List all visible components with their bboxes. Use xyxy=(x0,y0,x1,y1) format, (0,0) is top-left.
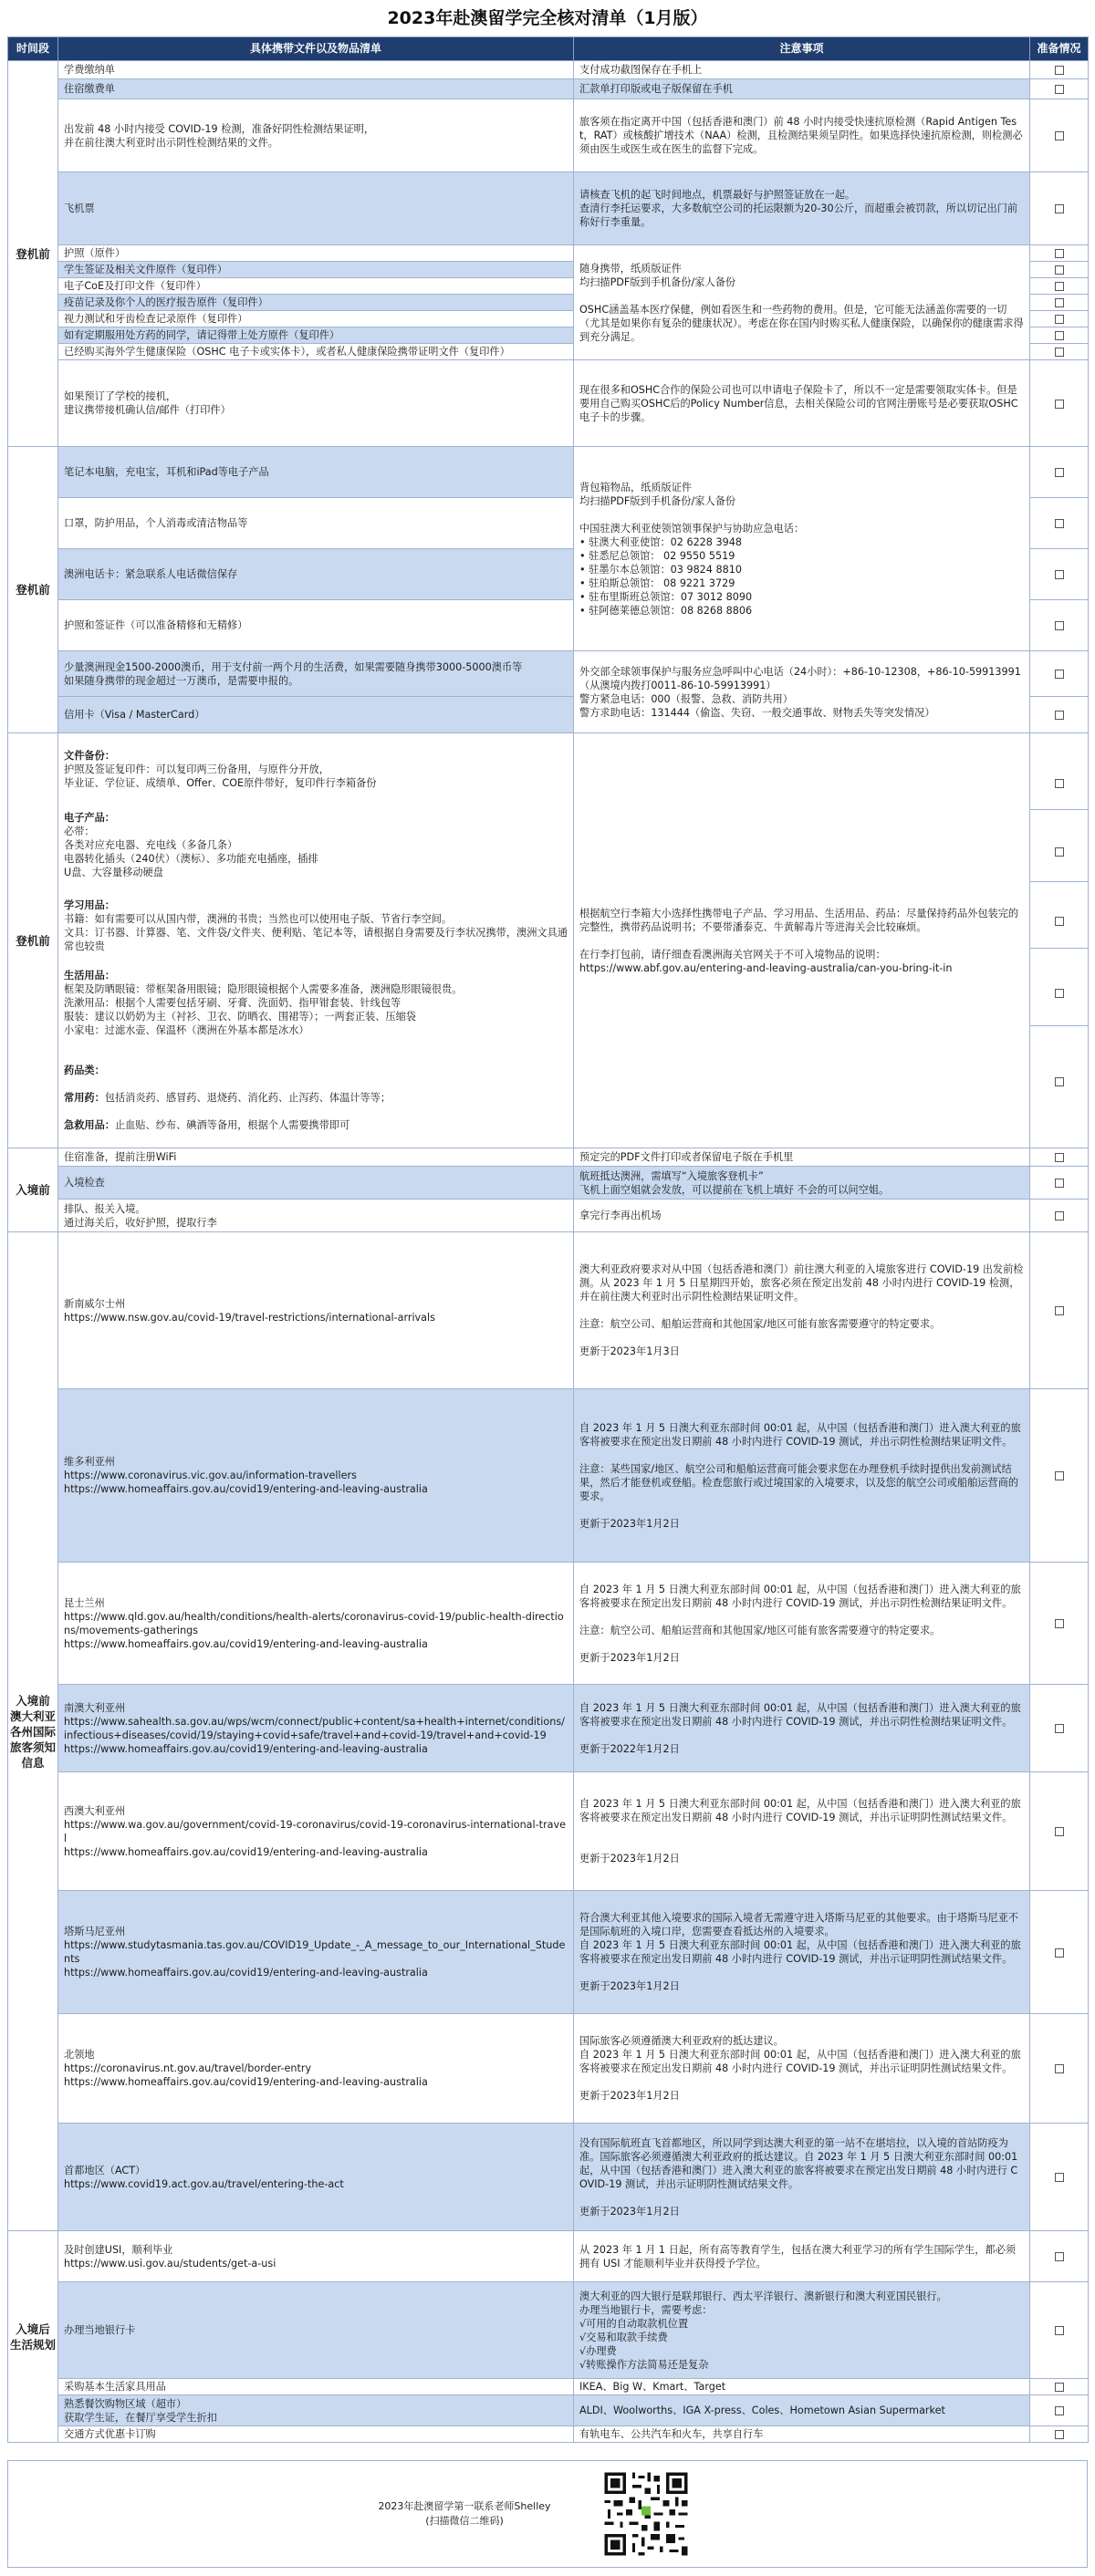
header-notes: 注意事项 xyxy=(574,37,1030,61)
checkbox-box[interactable] xyxy=(1055,847,1064,857)
checkbox-box[interactable] xyxy=(1055,1948,1064,1958)
item-cell: 入境检查 xyxy=(58,1167,574,1200)
status-checkbox[interactable] xyxy=(1030,311,1089,327)
status-checkbox[interactable] xyxy=(1030,1772,1089,1891)
note-cell: 自 2023 年 1 月 5 日澳大利亚东部时间 00:01 起，从中国（包括香港和澳门）进入澳大利亚的旅客将被要求在预定出发日期前 48 小时内进行 COVID-19 测试，并出示阴性检测结果证明文件。 注意：航空公司、船舶运营商和其他国家/地区可能有旅客需要遵守的特定要求。 更新于2023年1月2日 xyxy=(574,1563,1030,1685)
status-checkbox[interactable] xyxy=(1030,447,1089,498)
table-row xyxy=(8,245,1089,262)
table-row xyxy=(8,2282,1089,2379)
table-row xyxy=(8,1563,1089,1685)
status-checkbox[interactable] xyxy=(1030,2379,1089,2395)
table-row xyxy=(8,2426,1089,2443)
item-cell: 视力测试和牙齿检查记录原件（复印件） xyxy=(58,311,574,327)
table-row xyxy=(8,733,1089,1148)
status-checkbox[interactable] xyxy=(1030,498,1089,549)
status-checkbox[interactable] xyxy=(1030,1891,1089,2014)
packing-head: 文件备份： xyxy=(64,750,115,762)
note-cell: 从 2023 年 1 月 1 日起，所有高等教育学生，包括在澳大利亚学习的所有学生国际学生，都必须拥有 USI 才能顺利毕业并获得授予学位。 xyxy=(574,2231,1030,2282)
status-checkbox[interactable] xyxy=(1030,2426,1089,2443)
item-cell: 塔斯马尼亚州 https://www.studytasmania.tas.gov.au/COVID19_Update_-_A_message_to_our_International_Students https://www.homeaffairs.gov.au/covid19/entering-and-leaving-australia xyxy=(58,1891,574,2014)
checkbox-box[interactable] xyxy=(1055,331,1064,340)
checkbox-box[interactable] xyxy=(1055,2326,1064,2335)
table-row xyxy=(8,1148,1089,1167)
status-checkbox[interactable] xyxy=(1030,758,1088,810)
item-cell: 西澳大利亚州 https://www.wa.gov.au/government/covid-19-coronavirus/covid-19-coronavirus-international-travel https://www.homeaffairs.gov.au/covid19/entering-and-leaving-australia xyxy=(58,1772,574,1891)
checkbox-box[interactable] xyxy=(1055,989,1064,998)
item-cell: 笔记本电脑，充电宝，耳机和iPad等电子产品 xyxy=(58,447,574,498)
packing-group xyxy=(64,1091,568,1105)
item-cell: 南澳大利亚州 https://www.sahealth.sa.gov.au/wps/wcm/connect/public+content/sa+health+internet/conditions/infectious+diseases/covid/19/staying+covid+safe/travel+and+covid-19/travel+and+covid-19 https://www.homeaffairs.gov.au/covid19/entering-and-leaving-australia xyxy=(58,1685,574,1772)
table-row xyxy=(8,2379,1089,2395)
table-row xyxy=(8,1232,1089,1389)
item-cell: 交通方式优惠卡订购 xyxy=(58,2426,574,2443)
status-checkbox[interactable] xyxy=(1030,61,1089,79)
packing-head: 学习用品： xyxy=(64,899,115,911)
status-checkbox[interactable] xyxy=(1030,2231,1089,2282)
packing-body: 书籍：如有需要可以从国内带，澳洲的书贵；当然也可以使用电子版、节省行李空间。 文具：订书器、计算器、笔、文件袋/文件夹、便利贴、笔记本等，请根据自身需要及行李状况携带，澳洲文具通常也较贵 xyxy=(64,913,568,952)
packing-body: 护照及签证复印件：可以复印两三份备用，与原件分开放， 毕业证、学位证、成绩单、Offer、COE原件带好，复印件行李箱备份 xyxy=(64,763,377,789)
item-cell: 北领地 https://coronavirus.nt.gov.au/travel/border-entry https://www.homeaffairs.gov.au/covid19/entering-and-leaving-australia xyxy=(58,2014,574,2124)
packing-group xyxy=(64,969,568,1037)
item-cell: 熟悉餐饮购物区域（超市） 获取学生证，在餐厅享受学生折扣 xyxy=(58,2395,574,2426)
status-checkbox[interactable] xyxy=(1030,360,1089,447)
checkbox-box[interactable] xyxy=(1055,468,1064,477)
status-checkbox[interactable] xyxy=(1030,1200,1089,1232)
note-cell: IKEA、Big W、Kmart、Target xyxy=(574,2379,1030,2395)
packing-head: 常用药： xyxy=(64,1092,105,1104)
packing-group xyxy=(64,811,568,879)
checkbox-box[interactable] xyxy=(1055,265,1064,275)
note-cell: 澳大利亚的四大银行是联邦银行、西太平洋银行、澳新银行和澳大利亚国民银行。 办理当地银行卡，需要考虑： √可用的自动取款机位置 √交易和取款手续费 √办理费 √转账操作方法简易还是复杂 xyxy=(574,2282,1030,2379)
segment-label: 登机前 xyxy=(8,61,58,447)
item-cell: 信用卡（Visa / MasterCard） xyxy=(58,697,574,733)
segment-label: 登机前 xyxy=(8,733,58,1148)
checkbox-box[interactable] xyxy=(1055,711,1064,720)
status-checkbox[interactable] xyxy=(1030,2282,1089,2379)
table-row xyxy=(8,360,1089,447)
table-row xyxy=(8,1167,1089,1200)
status-checkbox[interactable] xyxy=(1030,600,1089,651)
item-cell: 及时创建USI，顺利毕业 https://www.usi.gov.au/students/get-a-usi xyxy=(58,2231,574,2282)
status-checkbox[interactable] xyxy=(1030,262,1089,278)
item-cell: 少量澳洲现金1500-2000澳币，用于支付前一两个月的生活费，如果需要随身携带3000-5000澳币等 如果随身携带的现金超过一万澳币，是需要申报的。 xyxy=(58,651,574,697)
note-cell: ALDI、Woolworths、IGA X-press、Coles、Hometown Asian Supermarket xyxy=(574,2395,1030,2426)
item-cell: 护照（原件） xyxy=(58,245,574,262)
status-checkbox[interactable] xyxy=(1030,1685,1089,1772)
packing-head: 生活用品： xyxy=(64,970,115,982)
packing-body: 必带： 各类对应充电器、充电线（多备几条） 电器转化插头（240伏）（澳标）、多功能充电插座，插排 U盘、大容量移动硬盘 xyxy=(64,826,318,878)
checkbox-box[interactable] xyxy=(1055,1827,1064,1836)
note-cell: 自 2023 年 1 月 5 日澳大利亚东部时间 00:01 起，从中国（包括香港和澳门）进入澳大利亚的旅客将被要求在预定出发日期前 48 小时内进行 COVID-19 测试，并出示阴性检测结果证明文件。 更新于2022年1月2日 xyxy=(574,1685,1030,1772)
status-checkbox[interactable] xyxy=(1030,172,1089,245)
checkbox-box[interactable] xyxy=(1055,2064,1064,2073)
checkbox-box[interactable] xyxy=(1055,131,1064,140)
note-cell: 自 2023 年 1 月 5 日澳大利亚东部时间 00:01 起，从中国（包括香港和澳门）进入澳大利亚的旅客将被要求在预定出发日期前 48 小时内进行 COVID-19 测试，并出示证明阴性测试结果文件。 更新于2023年1月2日 xyxy=(574,1772,1030,1891)
table-row xyxy=(8,61,1089,79)
packing-group xyxy=(64,898,568,953)
item-cell: 采购基本生活家具用品 xyxy=(58,2379,574,2395)
table-header-row xyxy=(8,37,1089,61)
contact-line: 2023年赴澳留学第一联系老师Shelley xyxy=(378,2500,551,2512)
item-cell: 电子CoE及打印文件（复印件） xyxy=(58,278,574,295)
checkbox-box[interactable] xyxy=(1055,400,1064,409)
item-cell: 学生签证及相关文件原件（复印件） xyxy=(58,262,574,278)
table-row xyxy=(8,1891,1089,2014)
status-checkbox[interactable] xyxy=(1030,2395,1089,2426)
table-row xyxy=(8,1200,1089,1232)
status-checkbox[interactable] xyxy=(1030,295,1089,311)
item-cell: 昆士兰州 https://www.qld.gov.au/health/conditions/health-alerts/coronavirus-covid-19/public-health-directions/movements-gatherings https://www.homeaffairs.gov.au/covid19/entering-and-leaving-australia xyxy=(58,1563,574,1685)
status-checkbox[interactable] xyxy=(1030,1389,1089,1563)
item-cell: 护照和签证件（可以准备精修和无精修） xyxy=(58,600,574,651)
checkbox-box[interactable] xyxy=(1055,2430,1064,2439)
note-cell: 根据航空行李箱大小选择性携带电子产品、学习用品、生活用品、药品：尽量保持药品外包装完的完整性，携带药品说明书；不要带潘泰克、牛黄解毒片等进海关会比较麻烦。 在行李打包前，请仔细查看澳洲海关官网关于不可入境物品的说明： https://www.abf.gov.au/entering-and-leaving-australia/can-you-bring-it-in xyxy=(574,733,1030,1148)
packing-head: 药品类： xyxy=(64,1065,105,1076)
status-column xyxy=(1030,733,1089,1148)
checkbox-box[interactable] xyxy=(1055,917,1064,926)
status-checkbox[interactable] xyxy=(1030,1040,1088,1124)
item-cell: 已经购买海外学生健康保险（OSHC 电子卡或实体卡），或者私人健康保险携带证明文件（复印件） xyxy=(58,344,574,360)
checkbox-box[interactable] xyxy=(1055,2173,1064,2182)
note-cell: 没有国际航班直飞首都地区，所以同学到达澳大利亚的第一站不在堪培拉，以入境的首站防疫为准。国际旅客必须遵循澳大利亚政府的抵达建议。自 2023 年 1 月 5 日澳大利亚东部时间 00:01 起，从中国（包括香港和澳门）进入澳大利亚的旅客将被要求在预定出发日期前 48 小时内进行 COVID-19 测试，并出示证明阴性测试结果文件。 更新于2023年1月2日 xyxy=(574,2124,1030,2231)
note-cell: 预定完的PDF文件打印或者保留电子版在手机里 xyxy=(574,1148,1030,1167)
checkbox-box[interactable] xyxy=(1055,1306,1064,1315)
checkbox-box[interactable] xyxy=(1055,66,1064,75)
note-cell: 航班抵达澳洲，需填写“入境旅客登机卡” 飞机上面空姐就会发放，可以提前在飞机上填好 不会的可以问空姐。 xyxy=(574,1167,1030,1200)
packing-body: 框架及防晒眼镜：带框架备用眼镜；隐形眼镜根据个人需要多准备，澳洲隐形眼镜很贵。 洗漱用品：根据个人需要包括牙刷、牙膏、洗面奶、指甲钳套装、针线包等 服装：建议以奶奶为主（衬衫、卫衣、防晒衣、围裙等）；一两套正装、压缩袋 小家电：过滤水壶、保温杯（澳洲在外基本都是冰水） xyxy=(64,983,463,1036)
item-cell: 如有定期服用处方药的同学，请记得带上处方原件（复印件） xyxy=(58,327,574,344)
checkbox-box[interactable] xyxy=(1055,1211,1064,1220)
status-checkbox[interactable] xyxy=(1030,2124,1089,2231)
status-checkbox[interactable] xyxy=(1030,697,1089,733)
table-row xyxy=(8,99,1089,172)
scan-hint: (扫描微信二维码) xyxy=(425,2515,504,2527)
status-checkbox[interactable] xyxy=(1030,1563,1089,1685)
status-checkbox[interactable] xyxy=(1030,99,1089,172)
checkbox-box[interactable] xyxy=(1055,670,1064,679)
table-row xyxy=(8,2014,1089,2124)
checkbox-box[interactable] xyxy=(1055,282,1064,291)
note-cell: 汇款单打印版或电子版保留在手机 xyxy=(574,79,1030,99)
segment-label: 登机前 xyxy=(8,447,58,733)
header-items: 具体携带文件以及物品清单 xyxy=(58,37,574,61)
status-checkbox[interactable] xyxy=(1030,651,1089,697)
note-cell: 国际旅客必须遵循澳大利亚政府的抵达建议。 自 2023 年 1 月 5 日澳大利亚东部时间 00:01 起，从中国（包括香港和澳门）进入澳大利亚的旅客将被要求在预定出发日期前 48 小时内进行 COVID-19 测试，并出示证明阴性测试结果文件。 更新于2023年1月2日 xyxy=(574,2014,1030,2124)
segment-label: 入境前 澳大利亚各州国际旅客须知信息 xyxy=(8,1232,58,2231)
checkbox-box[interactable] xyxy=(1055,249,1064,258)
segment-label: 入境前 xyxy=(8,1148,58,1232)
note-cell: 有轨电车、公共汽车和火车，共享自行车 xyxy=(574,2426,1030,2443)
item-cell: 澳洲电话卡：紧急联系人电话微信保存 xyxy=(58,549,574,600)
note-cell: 自 2023 年 1 月 5 日澳大利亚东部时间 00:01 起，从中国（包括香港和澳门）进入澳大利亚的旅客将被要求在预定出发日期前 48 小时内进行 COVID-19 测试，并出示阴性检测结果证明文件。 注意：某些国家/地区、航空公司和船舶运营商可能会要求您在办理登机手续时提供出发前测试结果，然后才能登机或登船。检查您旅行或过境国家的入境要求，以及您的航空公司或船舶运营商的要求。 更新于2023年1月2日 xyxy=(574,1389,1030,1563)
checkbox-box[interactable] xyxy=(1055,315,1064,324)
packing-body: 包括消炎药、感冒药、退烧药、消化药、止泻药、体温计等等； xyxy=(104,1092,391,1104)
table-row xyxy=(8,2395,1089,2426)
status-checkbox[interactable] xyxy=(1030,2014,1089,2124)
checkbox-box[interactable] xyxy=(1055,519,1064,528)
checklist-table xyxy=(7,36,1089,2443)
item-cell: 疫苗记录及你个人的医疗报告原件（复印件） xyxy=(58,295,574,311)
header-status: 准备情况 xyxy=(1030,37,1089,61)
table-row xyxy=(8,1389,1089,1563)
item-cell: 住宿缴费单 xyxy=(58,79,574,99)
note-cell: 澳大利亚政府要求对从中国（包括香港和澳门）前往澳大利亚的入境旅客进行 COVID-19 出发前检测。从 2023 年 1 月 5 日星期四开始，旅客必须在预定出发前 48 小时内进行 COVID-19 检测，并在前往澳大利亚时出示阴性检测结果证明文件。 注意：航空公司、船舶运营商和其他国家/地区可能有旅客需要遵守的特定要求。 更新于2023年1月3日 xyxy=(574,1232,1030,1389)
status-checkbox[interactable] xyxy=(1030,245,1089,262)
item-cell: 出发前 48 小时内接受 COVID-19 检测，准备好阴性检测结果证明， 并在前往澳大利亚时出示阴性检测结果的文件。 xyxy=(58,99,574,172)
note-cell: 符合澳大利亚其他入境要求的国际入境者无需遵守进入塔斯马尼亚的其他要求。由于塔斯马尼亚不是国际航班的入境口岸，您需要查看抵达州的入境要求。 自 2023 年 1 月 5 日澳大利亚东部时间 00:01 起，从中国（包括香港和澳门）进入澳大利亚的旅客将被要求在预定出发日期前 48 小时内进行 COVID-19 测试，并出示证明阴性测试结果文件。 更新于2023年1月2日 xyxy=(574,1891,1030,2014)
status-checkbox[interactable] xyxy=(1030,278,1089,295)
checkbox-box[interactable] xyxy=(1055,1724,1064,1733)
packing-list xyxy=(58,733,574,1148)
checkbox-box[interactable] xyxy=(1055,85,1064,94)
note-cell: 外交部全球领事保护与服务应急呼叫中心电话（24小时）：+86-10-12308，+86-10-59913991（从澳境内拨打0011-86-10-59913991） 警方紧急电话：000（报警、急救、消防共用） 警方求助电话：131444（偷盗、失窃、一般交通事故、财物丢失等突发情况） xyxy=(574,651,1030,733)
status-checkbox[interactable] xyxy=(1030,962,1088,1026)
status-checkbox[interactable] xyxy=(1030,1148,1089,1167)
checkbox-box[interactable] xyxy=(1055,2252,1064,2261)
item-cell: 学费缴纳单 xyxy=(58,61,574,79)
note-cell: 请核查飞机的起飞时间地点，机票最好与护照签证放在一起。 查清行李托运要求，大多数航空公司的托运限额为20-30公斤，而超重会被罚款，所以切记出门前称好行李重量。 xyxy=(574,172,1030,245)
status-checkbox[interactable] xyxy=(1030,1167,1089,1200)
table-row xyxy=(8,1772,1089,1891)
packing-group xyxy=(64,1118,568,1132)
footer-contact xyxy=(7,2460,1088,2568)
status-checkbox[interactable] xyxy=(1030,344,1089,360)
packing-head: 急救用品： xyxy=(64,1119,115,1131)
table-row xyxy=(8,1685,1089,1772)
checkbox-box[interactable] xyxy=(1055,1077,1064,1086)
packing-group xyxy=(64,749,568,790)
page-title: 2023年赴澳留学完全核对清单（1月版） xyxy=(387,7,708,28)
item-cell: 口罩，防护用品，个人消毒或清洁物品等 xyxy=(58,498,574,549)
checkbox-box[interactable] xyxy=(1055,1179,1064,1188)
checkbox-box[interactable] xyxy=(1055,1153,1064,1162)
status-checkbox[interactable] xyxy=(1030,327,1089,344)
packing-body: 止血贴、纱布、碘酒等备用，根据个人需要携带即可 xyxy=(114,1119,350,1131)
header-period: 时间段 xyxy=(8,37,58,61)
checkbox-box[interactable] xyxy=(1055,570,1064,579)
table-row xyxy=(8,79,1089,99)
status-checkbox[interactable] xyxy=(1030,549,1089,600)
note-cell: 背包箱物品，纸质版证件 均扫描PDF版到手机备份/家人备份 中国驻澳大利亚使领馆领事保护与协助应急电话： • 驻澳大利亚使馆：02 6228 3948 • 驻悉尼总领馆： 02 9550 5519 • 驻墨尔本总领馆：03 9824 8810 • 驻珀斯总领馆： 08 9221 3729 • 驻布里斯班总领馆：07 3012 8090 • 驻阿德莱德总领馆：08 8268 8806 xyxy=(574,447,1030,651)
item-cell: 维多利亚州 https://www.coronavirus.vic.gov.au/information-travellers https://www.homeaffairs.gov.au/covid19/entering-and-leaving-australia xyxy=(58,1389,574,1563)
item-cell: 如果预订了学校的接机， 建议携带接机确认信/邮件（打印件） xyxy=(58,360,574,447)
checkbox-box[interactable] xyxy=(1055,779,1064,788)
checkbox-box[interactable] xyxy=(1055,1619,1064,1628)
table-row xyxy=(8,172,1089,245)
note-cell: 支付成功截图保存在手机上 xyxy=(574,61,1030,79)
packing-group xyxy=(64,1064,568,1077)
footer-text xyxy=(346,2499,583,2529)
item-cell: 排队、报关入境。 通过海关后，收好护照，提取行李 xyxy=(58,1200,574,1232)
status-checkbox[interactable] xyxy=(1030,1232,1089,1389)
checkbox-box[interactable] xyxy=(1055,621,1064,630)
note-cell: 旅客须在指定离开中国（包括香港和澳门）前 48 小时内接受快速抗原检测（Rapid Antigen Test，RAT）或核酸扩增技术（NAA）检测，且检测结果须呈阴性。如果选择快速抗原检测，则检测必须由医生或医生或在医生的监督下完成。 xyxy=(574,99,1030,172)
checkbox-box[interactable] xyxy=(1055,298,1064,307)
status-checkbox[interactable] xyxy=(1030,824,1088,882)
checkbox-box[interactable] xyxy=(1055,348,1064,357)
status-checkbox[interactable] xyxy=(1030,79,1089,99)
table-row xyxy=(8,447,1089,498)
table-row xyxy=(8,2231,1089,2282)
item-cell: 办理当地银行卡 xyxy=(58,2282,574,2379)
item-cell: 首都地区（ACT） https://www.covid19.act.gov.au/travel/entering-the-act xyxy=(58,2124,574,2231)
item-cell: 住宿准备，提前注册WiFi xyxy=(58,1148,574,1167)
table-row xyxy=(8,651,1089,697)
item-cell: 飞机票 xyxy=(58,172,574,245)
note-cell: 现在很多和OSHC合作的保险公司也可以申请电子保险卡了，所以不一定是需要领取实体卡。但是要用自己购买OSHC后的Policy Number信息，去相关保险公司的官网注册账号是必要获取OSHC 电子卡的步骤。 xyxy=(574,360,1030,447)
checkbox-box[interactable] xyxy=(1055,2383,1064,2392)
checkbox-box[interactable] xyxy=(1055,204,1064,213)
table-row xyxy=(8,2124,1089,2231)
status-checkbox[interactable] xyxy=(1030,896,1088,949)
item-cell: 新南威尔士州 https://www.nsw.gov.au/covid-19/travel-restrictions/international-arrivals xyxy=(58,1232,574,1389)
note-cell: 拿完行李再出机场 xyxy=(574,1200,1030,1232)
note-cell: 随身携带，纸质版证件 均扫描PDF版到手机备份/家人备份 OSHC涵盖基本医疗保健，例如看医生和一些药物的费用。但是，它可能无法涵盖你需要的一切（尤其是如果你有复杂的健康状况）。考虑在你在国内时购买私人健康保险，以确保你的健康需求得到充分满足。 xyxy=(574,245,1030,360)
packing-head: 电子产品： xyxy=(64,812,115,824)
checkbox-box[interactable] xyxy=(1055,2406,1064,2415)
qr-code-icon xyxy=(601,2469,691,2559)
segment-label: 入境后 生活规划 xyxy=(8,2231,58,2443)
checkbox-box[interactable] xyxy=(1055,1471,1064,1480)
